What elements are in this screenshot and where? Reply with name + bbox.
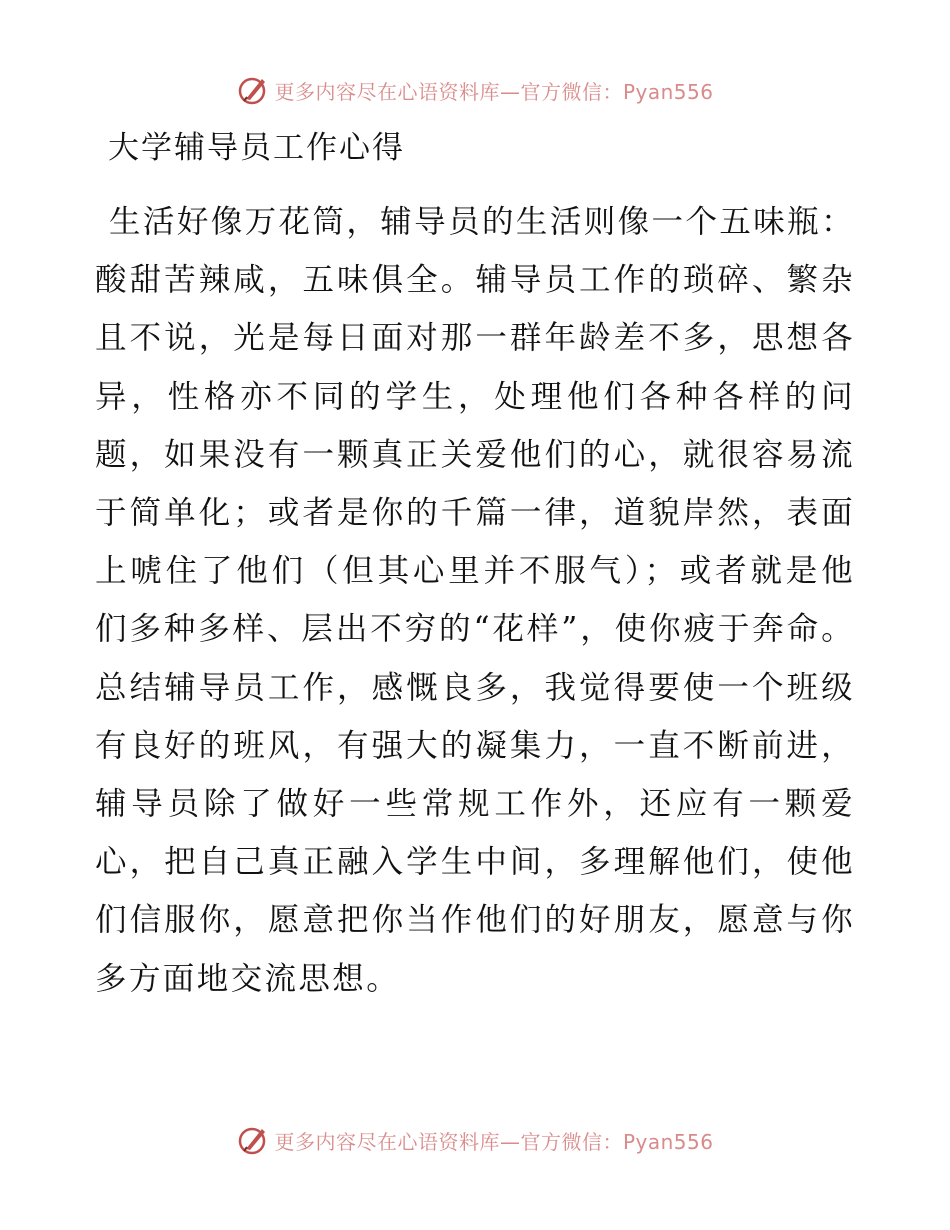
header-watermark-text: 更多内容尽在心语资料库—官方微信：Pyan556: [274, 79, 714, 104]
footer-watermark-text: 更多内容尽在心语资料库—官方微信：Pyan556: [274, 1129, 714, 1154]
header-watermark-banner: [0, 70, 950, 110]
document-title: 大学辅导员工作心得: [108, 130, 405, 166]
quill-pen-icon: [236, 1123, 270, 1157]
footer-watermark-banner: [0, 1120, 950, 1160]
document-paragraph: 生活好像万花筒，辅导员的生活则像一个五味瓶：酸甜苦辣咸，五味俱全。辅导员工作的琐碎、繁杂且不说，光是每日面对那一群年龄差不多，思想各异，性格亦不同的学生，处理他们各种各样的问题，如果没有一颗真正关爱他们的心，就很容易流于简单化；或者是你的千篇一律，道貌岸然，表面上唬住了他们（但其心里并不服气）；或者就是他们多种多样、层出不穷的“花样”，使你疲于奔命。总结辅导员工作，感慨良多，我觉得要使一个班级有良好的班风，有强大的凝集力，一直不断前进，辅导员除了做好一些常规工作外，还应有一颗爱心，把自己真正融入学生中间，多理解他们，使他们信服你，愿意把你当作他们的好朋友，愿意与你多方面地交流思想。: [95, 204, 855, 997]
quill-pen-icon: [236, 73, 270, 107]
